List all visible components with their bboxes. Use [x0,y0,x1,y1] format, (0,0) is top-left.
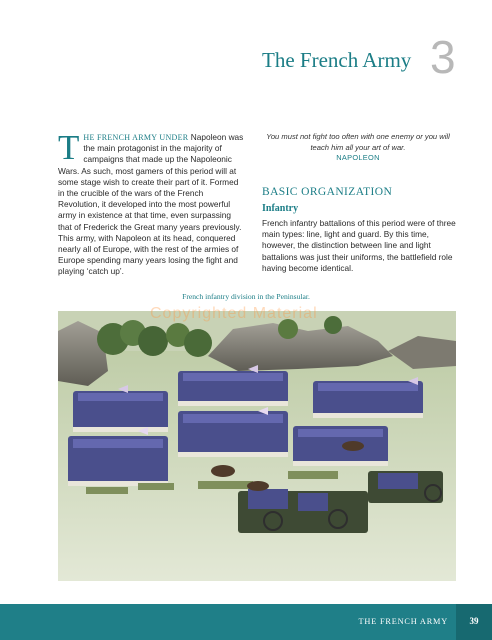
page-number: 39 [469,616,479,626]
epigraph-author: NAPOLEON [336,153,380,162]
drop-cap: T [58,128,80,167]
intro-text: Napoleon was the main protagonist in the majority of campaigns that made up the Napoleonic Wars. As such, most gamers of this period will at some stage wish to create their part of it. Formed in the crucible of the wars of the French Revolution, it developed into the most powerful army in existence at that time, even surpassing that of Frederick the Great many years previously. This army, with Napoleon at its head, conquered nearly all of Europe, with the rest of the armies of Europe spending many years losing the fight and playing ‘catch up’. [58,132,244,277]
epigraph-text: You must not fight too often with one enemy or you will teach him all your art of war. [266,132,450,152]
intro-paragraph [58,128,244,278]
miniatures-photo [58,311,456,581]
intro-lead-caps: HE FRENCH ARMY UNDER [83,133,189,142]
chapter-title: The French Army [262,48,412,72]
sub-heading: Infantry [262,203,299,214]
page-number-box [456,604,492,640]
watermark: Copyrighted Material [150,305,318,322]
footer-bar [0,604,492,640]
running-footer: THE FRENCH ARMY [358,617,448,626]
figure-caption: French infantry division in the Peninsular. [182,292,310,301]
section-paragraph: French infantry battalions of this period were of three main types: line, light and guard. By this time, however, the distinction between line and light battalions was just their uniforms, the battlefield role having become identical. [262,218,456,273]
section-heading: BASIC ORGANIZATION [262,186,393,198]
epigraph [262,132,454,164]
chapter-number: 3 [430,31,456,83]
